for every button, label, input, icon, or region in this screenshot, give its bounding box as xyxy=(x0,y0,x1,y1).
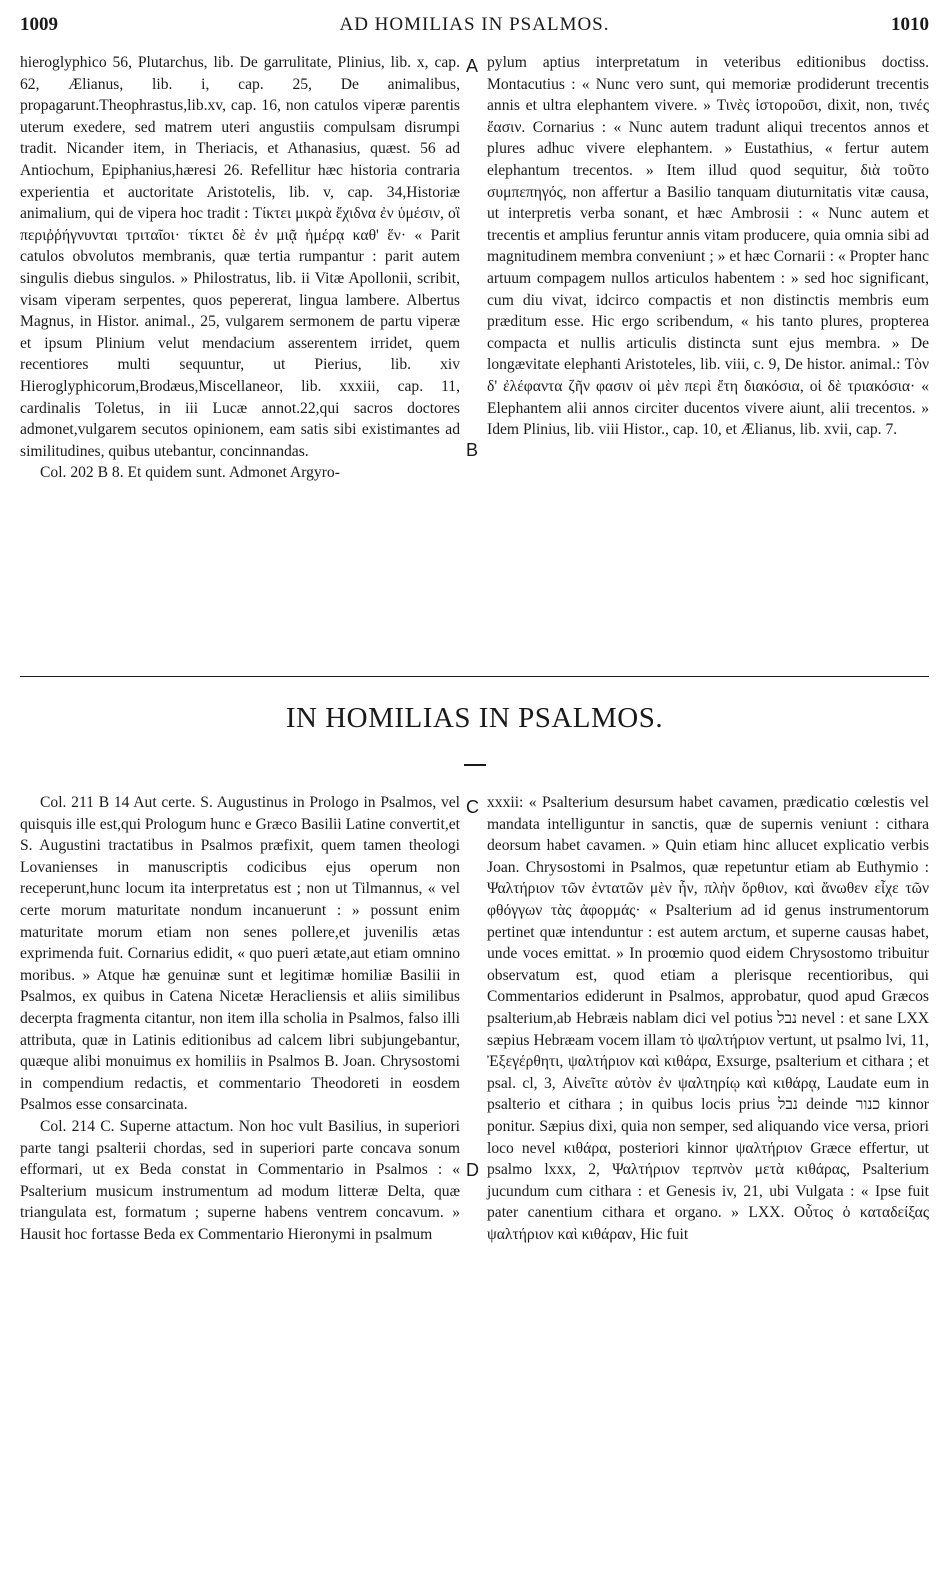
margin-marker-d: D xyxy=(466,1160,479,1180)
margin-marker-a: A xyxy=(466,56,479,76)
running-header xyxy=(20,14,929,42)
section-divider xyxy=(20,676,929,677)
margin-marker-b: B xyxy=(466,440,479,460)
notes-column-top-right xyxy=(487,52,929,441)
page-number-right: 1010 xyxy=(891,14,929,35)
notes-column-bottom-right xyxy=(487,792,929,1245)
page-number-left: 1009 xyxy=(20,14,58,35)
running-title: AD HOMILIAS IN PSALMOS. xyxy=(339,14,610,35)
section-title: IN HOMILIAS IN PSALMOS. xyxy=(285,702,664,734)
note-paragraph: hieroglyphico 56, Plutarchus, lib. De garrulitate, Plinius, lib. x, cap. 62, Ælianus, lib. i, cap. 25, De animalibus, propagarunt.Theophrastus,lib.xv, cap. 16, non catulos viperæ parentis uterum exedere, sed matrem uteri angustiis compulsam disrumpi tradit. Nicander item, in Theriacis, et Athanasius, quæst. 56 ad Antiochum, Epiphanius,hæresi 26. Refellitur hæc historia contraria experientia et auctoritate Aristotelis, lib. v, cap. 34,Historiæ animalium, qui de vipera hoc tradit : Τίκτει μικρὰ ἔχιδνα ἐν ὑμέσιν, οἳ περιῤῥήγνυνται τριταῖοι· τίκτει δὲ ἐν μιᾷ ἡμέρᾳ καθ' ἕν· « Parit catulos obvolutos membranis, quæ tertia rumpantur : parit autem singulis diebus singulos. » Philostratus, lib. ii Vitæ Apollonii, scribit, visam viperam serpentes, quos pepererat, lingua lambere. Albertus Magnus, in Histor. animal., 25, vulgarem sermonem de partu viperæ et ipsum Plinium velut mendacium asserentem irridet, quem recentiores multi sequuntur, ut Pierius, lib. xiv Hieroglyphicorum,Brodæus,Miscellaneor, lib. xxxiii, cap. 11, cardinalis Toletus, in iii Lucæ annot.22,qui sacros doctores admonet,vulgarem secutos opinionem, eam satis sibi existimantes ad similitudines, quibus utebantur, concinnandas. xyxy=(20,54,460,460)
note-paragraph: xxxii: « Psalterium desursum habet cavamen, prædicatio cœlestis vel mandata intelliguntur in sanctis, quæ de supernis veniunt : cithara deorsum habet cavamen. » Quin etiam hinc allucet explicatio verbis Joan. Chrysostomi in Psalmos, quæ repetuntur etiam ab Euthymio : Ψαλτήριον τῶν ἐντατῶν μὲν ἦν, πλὴν ὄρθιον, καὶ ἄνωθεν εἶχε τῶν φθόγγων τὰς ἀφορμάς· « Psalterium ad id genus instrumentorum pertinet quæ intenduntur : est autem arctum, et superne causas habet, unde voces emittat. » In proœmio quod eidem Chrysostomo tribuitur observatum est, quod etiam a plerisque recentioribus, qui Commentarios ediderunt in Psalmos, approbatur, quod apud Græcos psalterium,ab Hebræis nablam dici vel potius נבל nevel : et sane LXX sæpius Hebræam vocem illam τὸ ψαλτήριον vertunt, ut psalmo lvi, 11, Ἐξεγέρθητι, ψαλτήριον καὶ κιθάρα, Exsurge, psalterium et cithara ; et psal. cl, 3, Αἰνεῖτε αὐτὸν ἐν ψαλτηρίῳ καὶ κιθάρᾳ, Laudate eum in psalterio et cithara ; in quibus locis prius נבל deinde כנור kinnor ponitur. Sæpius dixi, quia non semper, sed aliquando vice versa, priori loco nevel κιθάρα, posteriori kinnor ψαλτήριον Græce effertur, ut psalmo lxxx, 2, Ψαλτήριον τερπνὸν μετὰ κιθάρας, Psalterium jucundum cum cithara : et Genesis iv, 21, ubi Vulgata : « Ipse fuit pater canentium cithara et organo. » LXX. Οὗτος ὁ καταδείξας ψαλτήριον καὶ κιθάραν, Hic fuit xyxy=(487,794,930,1243)
notes-column-bottom-left xyxy=(20,792,460,1245)
title-dash xyxy=(464,764,486,766)
notes-column-top-left xyxy=(20,52,460,484)
note-paragraph: Col. 202 B 8. Et quidem sunt. Admonet Argyro- xyxy=(40,464,340,482)
note-paragraph: Col. 211 B 14 Aut certe. S. Augustinus in Prologo in Psalmos, vel quisquis ille est,qui Prologum hunc e Græco Basilii Latine convertit,et S. Augustini tractatibus in Psalmos præfixit, quem tamen theologi Lovanienses in manuscriptis codicibus ejus operum non receperunt,hunc locum ita interpretatus est ; non ut Tilmannus, « vel certe morum maturitate nondum incanuerunt : » possunt enim maturitate morum etiam non senes pollere,et juvenilis ætas exprimenda fuit. Cornarius edidit, « quo pueri ætate,aut etiam omnino moribus. » Atque hæ genuinæ sunt et legitimæ homiliæ Basilii in Psalmos, ex quibus in Catena Nicetæ Heracliensis et aliis similibus decerpta fragmenta citantur, non item illa scholia in Psalmos, falso illi attributa, quæ in Latinis editionibus ad calcem libri subjungebantur, quæque alibi monuimus ex homiliis in Psalmos B. Joan. Chrysostomi in compendium redactis, et commentario Theodoreti in eosdem Psalmos esse consarcinata. xyxy=(20,794,460,1114)
note-paragraph: Col. 214 C. Superne attactum. Non hoc vult Basilius, in superiori parte tangi psalterii chordas, sed in superiori parte concava sonum efformari, ut ex Beda constat in Commentario in Psalmos : « Psalterium musicum instrumentum ad modum litteræ Delta, quæ triangulata est, formatum ; superne habens ventrem concavum. » Hausit hoc fortasse Beda ex Commentario Hieronymi in psalmum xyxy=(20,1117,460,1243)
note-paragraph: pylum aptius interpretatum in veteribus editionibus doctiss. Montacutius : « Nunc vero sunt, qui memoriæ prodiderunt trecentis annis et ultra elephantem vivere. » Τινὲς ἱστοροῦσι, dixit, non, τινές ἔασιν. Cornarius : « Nunc autem tradunt aliqui trecentos annos et plures adhuc vivere elephantem. » Eustathius, « fertur autem elephantum trecentos. » Item illud quod sequitur, διὰ τοῦτο συμπεπηγός, non affertur a Basilio tanquam diuturnitatis vitæ causa, ut interpretis verba sonant, et hæc Ambrosii : « Nunc autem et trecentis et amplius feruntur annis vitam producere, quia omnia sibi ad magnitudinem membra conveniunt ; » et hæc Cornarii : « Propter hanc artuum compagem nullos articulos habentem : » sed hoc significant, cum diu vivat, idcirco compactis et non distinctis membris eum præditum esse. Hic ergo scribendum, « his tanto plures, propterea compacta et nullis articulis distincta sunt ejus membra. » De longævitate elephanti Aristoteles, lib. viii, c. 9, De histor. animal.: Τὸν δ' ἐλέφαντα ζῆν φασιν οἱ μὲν περὶ ἔτη διακόσια, οἱ δὲ τριακόσια· « Elephantem alii annos circiter ducentos vivere aiunt, alii trecentos. » Idem Plinius, lib. viii Histor., cap. 10, et Ælianus, lib. xvii, cap. 7. xyxy=(487,54,929,439)
margin-marker-c: C xyxy=(466,797,479,817)
